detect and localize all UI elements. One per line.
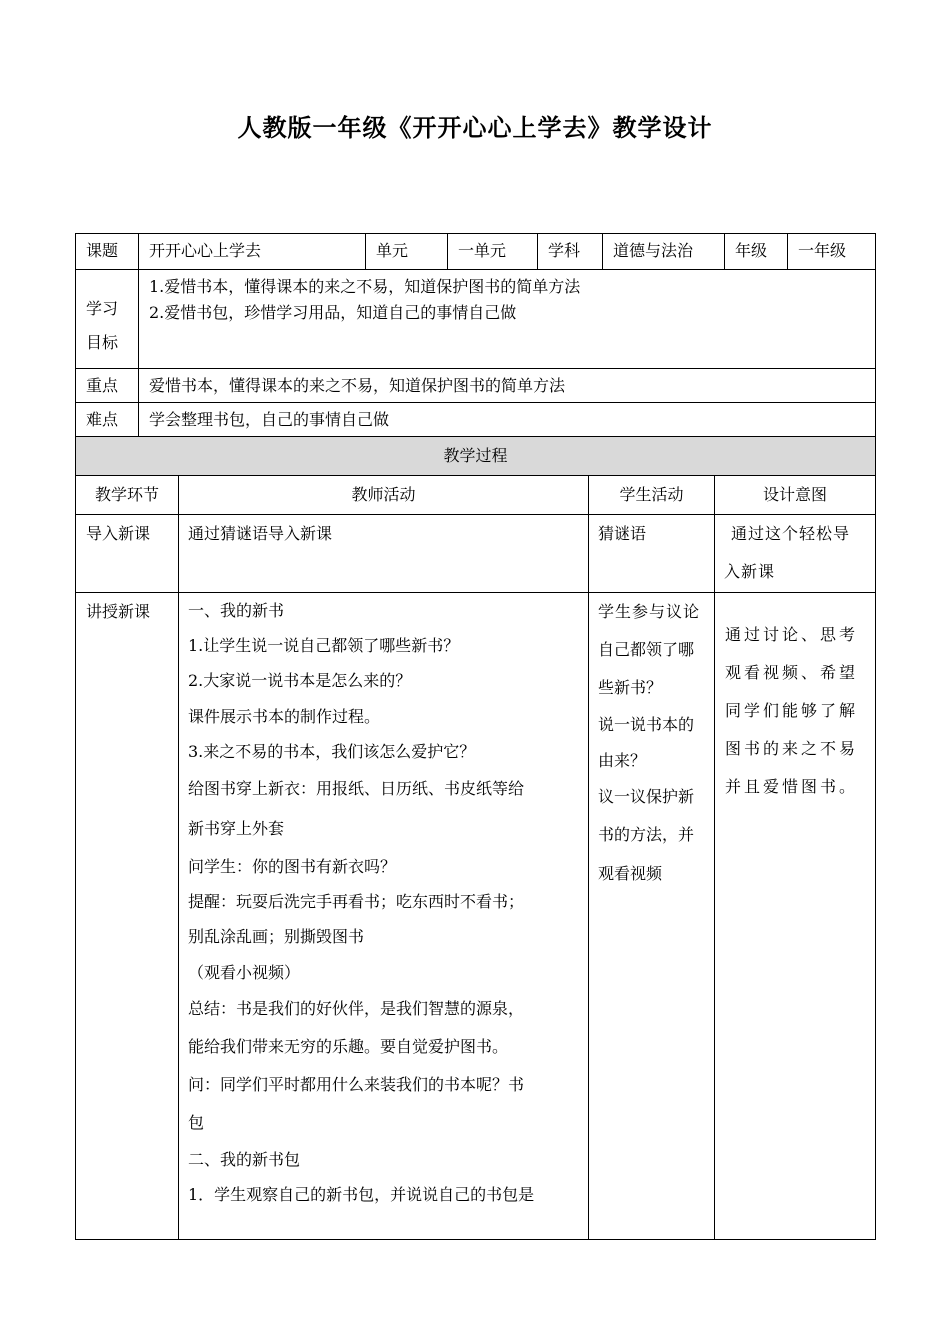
lesson-intent [715, 593, 876, 1240]
student-line: 说一说书本的 [598, 715, 695, 734]
teacher-line: 1．学生观察自己的新书包，并说说自己的书包是 [188, 1185, 535, 1205]
teacher-line: 课件展示书本的制作过程。 [188, 706, 381, 726]
student-line: 书的方法，并 [598, 825, 695, 844]
goal-item: 2.爱惜书包，珍惜学习用品，知道自己的事情自己做 [149, 303, 517, 322]
teacher-line: 2.大家说一说书本是怎么来的？ [188, 671, 412, 691]
intro-stage: 导入新课 [76, 515, 179, 593]
discipline-label: 学科 [538, 234, 603, 270]
teacher-line: 3.来之不易的书本，我们该怎么爱护它？ [188, 741, 476, 761]
lesson-teacher [179, 593, 589, 1240]
header-teacher: 教师活动 [179, 476, 589, 515]
student-line: 自己都领了哪 [598, 640, 695, 659]
student-line: 学生参与议论 [598, 602, 701, 621]
intent-line: 通过讨论、思考 [725, 625, 859, 644]
intro-student: 猜谜语 [589, 515, 715, 593]
student-line: 观看视频 [598, 864, 663, 883]
unit-label: 单元 [366, 234, 448, 270]
intro-intent-line: 通过这个轻松导 [731, 524, 851, 543]
subject-label: 课题 [76, 234, 139, 270]
goals-label-line: 目标 [86, 333, 119, 352]
student-line: 些新书？ [598, 678, 663, 697]
goals-content [139, 270, 876, 369]
header-stage: 教学环节 [76, 476, 179, 515]
lesson-student [589, 593, 715, 1240]
unit-value: 一单元 [448, 234, 538, 270]
process-band-title: 教学过程 [76, 437, 876, 476]
intent-line: 同学们能够了解 [725, 701, 859, 720]
key-label: 重点 [76, 369, 139, 403]
teacher-line: 包 [188, 1112, 205, 1132]
intro-intent-line: 入新课 [724, 562, 776, 581]
intro-intent [715, 515, 876, 593]
goal-item: 1.爱惜书本，懂得课本的来之不易，知道保护图书的简单方法 [149, 277, 581, 296]
grade-value: 一年级 [788, 234, 876, 270]
teacher-line: 问：同学们平时都用什么来装我们的书本呢？书 [188, 1074, 525, 1094]
header-student: 学生活动 [589, 476, 715, 515]
discipline-value: 道德与法治 [603, 234, 725, 270]
teacher-line: 1.让学生说一说自己都领了哪些新书？ [188, 636, 460, 656]
teacher-line: 提醒：玩耍后洗完手再看书；吃东西时不看书； [188, 892, 525, 912]
difficult-value: 学会整理书包，自己的事情自己做 [139, 403, 876, 437]
goals-label [76, 270, 139, 369]
subject-value: 开开心心上学去 [139, 234, 366, 270]
teacher-line: 能给我们带来无穷的乐趣。要自觉爱护图书。 [188, 1036, 509, 1056]
teacher-line: 给图书穿上新衣：用报纸、日历纸、书皮纸等给 [188, 779, 525, 799]
teaching-process-table [75, 436, 876, 1240]
student-line: 由来？ [598, 751, 647, 770]
intent-line: 并且爱惜图书。 [725, 777, 859, 796]
document-title: 人教版一年级《开开心心上学去》教学设计 [237, 113, 713, 142]
lesson-info-table [75, 233, 876, 437]
teacher-line: （观看小视频） [188, 962, 301, 982]
key-value: 爱惜书本，懂得课本的来之不易，知道保护图书的简单方法 [139, 369, 876, 403]
teacher-line: 问学生：你的图书有新衣吗？ [188, 857, 397, 877]
teacher-line: 一、我的新书 [188, 601, 285, 620]
intro-teacher: 通过猜谜语导入新课 [179, 515, 589, 593]
teacher-line: 二、我的新书包 [188, 1149, 301, 1169]
teacher-line: 新书穿上外套 [188, 819, 285, 839]
difficult-label: 难点 [76, 403, 139, 437]
goals-label-line: 学习 [86, 299, 119, 318]
grade-label: 年级 [725, 234, 788, 270]
header-intent: 设计意图 [715, 476, 876, 515]
student-line: 议一议保护新 [598, 787, 695, 806]
lesson-stage: 讲授新课 [76, 593, 179, 1240]
teacher-line: 别乱涂乱画；别撕毁图书 [188, 927, 365, 947]
teacher-line: 总结：书是我们的好伙伴，是我们智慧的源泉， [188, 998, 525, 1018]
intent-line: 观看视频、希望 [725, 663, 859, 682]
intent-line: 图书的来之不易 [725, 739, 859, 758]
